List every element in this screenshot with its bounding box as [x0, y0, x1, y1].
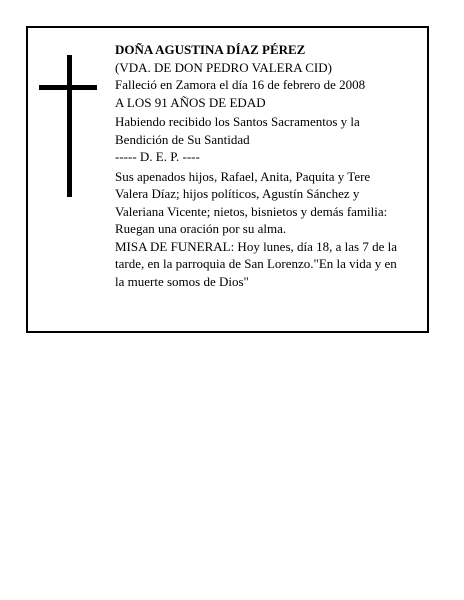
deceased-name: DOÑA AGUSTINA DÍAZ PÉREZ: [115, 42, 306, 57]
funeral-line: MISA DE FUNERAL: Hoy lunes, día 18, a las 7 de la: [115, 238, 398, 254]
obituary-text: [115, 41, 421, 290]
obituary-notice: [26, 26, 429, 333]
funeral-line: la muerte somos de Dios": [115, 273, 249, 289]
family-line: Valeriana Vicente; nietos, bisnietos y demás familia:: [115, 203, 388, 219]
rip-line: ----- D. E. P. ----: [115, 149, 200, 164]
family-line: Ruegan una oración por su alma.: [115, 221, 287, 236]
cross-vertical-bar: [67, 55, 72, 197]
family-line: Sus apenados hijos, Rafael, Anita, Paquita y Tere: [115, 168, 371, 184]
cross-horizontal-bar: [39, 85, 97, 90]
death-info-line: Falleció en Zamora el día 16 de febrero de 2008: [115, 77, 366, 92]
sacraments-line: Bendición de Su Santidad: [115, 131, 250, 147]
family-line: Valera Díaz; hijos políticos, Agustín Sánchez y: [115, 186, 360, 201]
sacraments-line: Habiendo recibido los Santos Sacramentos y la: [115, 114, 360, 129]
age-line: A LOS 91 AÑOS DE EDAD: [115, 94, 266, 110]
funeral-line: tarde, en la parroquia de San Lorenzo."En la vida y en: [115, 256, 397, 271]
widow-of-line: (VDA. DE DON PEDRO VALERA CID): [115, 59, 332, 75]
latin-cross-icon: [39, 55, 97, 197]
